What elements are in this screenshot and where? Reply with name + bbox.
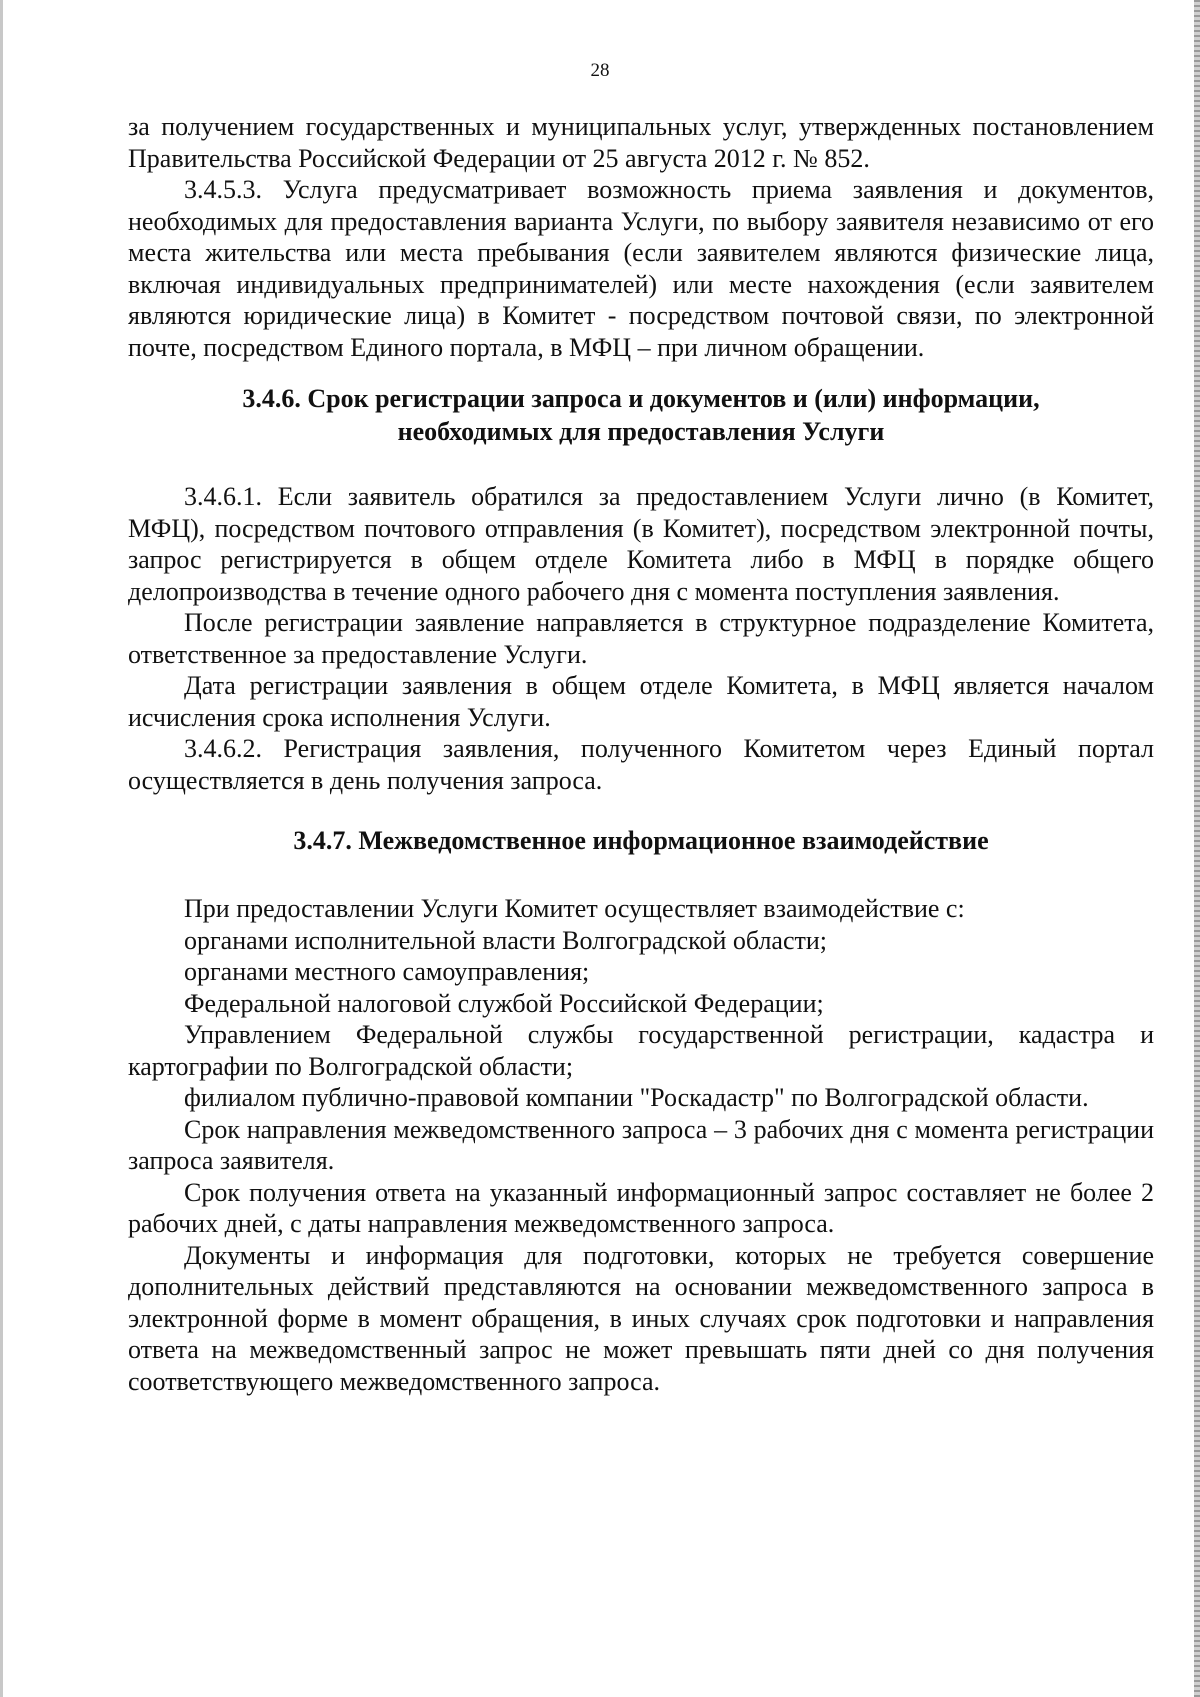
- paragraph-request-deadline: Срок направления межведомственного запроса – 3 рабочих дня с момента регистрации запроса заявителя.: [128, 1114, 1154, 1175]
- interaction-lead-paragraph: При предоставлении Услуги Комитет осуществляет взаимодействие с:: [184, 894, 965, 923]
- scan-edge-right: [1194, 0, 1200, 1697]
- paragraph-3-4-6-1: 3.4.6.1. Если заявитель обратился за предоставлением Услуги лично (в Комитет, МФЦ), посредством почтового отправления (в Комитет), посредством электронной почты, запрос регистрируется в общем отделе Комитета либо в МФЦ в порядке общего делопроизводства в течение одного рабочего дня с момента поступления заявления.: [128, 482, 1154, 606]
- page-number: 28: [590, 60, 610, 81]
- list-item: органами местного самоуправления;: [184, 957, 590, 986]
- list-item: органами исполнительной власти Волгоградской области;: [184, 925, 828, 955]
- scan-edge-left: [0, 0, 3, 1697]
- list-item: Управлением Федеральной службы государственной регистрации, кадастра и картографии по Волгоградской области;: [128, 1020, 1154, 1081]
- section-heading-3-4-6-line1: 3.4.6. Срок регистрации запроса и документов и (или) информации,: [242, 384, 1040, 413]
- paragraph-3-4-6-2: 3.4.6.2. Регистрация заявления, полученного Комитетом через Единый портал осуществляется в день получения запроса.: [128, 734, 1154, 795]
- list-item: Федеральной налоговой службой Российской Федерации;: [184, 988, 824, 1018]
- paragraph-response-deadline: Срок получения ответа на указанный информационный запрос составляет не более 2 рабочих дней, с даты направления межведомственного запроса.: [128, 1177, 1154, 1238]
- section-heading-3-4-6-line2: необходимых для предоставления Услуги: [397, 417, 885, 446]
- paragraph-documents-preparation: Документы и информация для подготовки, которых не требуется совершение дополнительных действий представляются на основании межведомственного запроса в электронной форме в момент обращения, в иных случаях срок подготовки и направления ответа на межведомственный запрос не может превышать пяти дней со дня получения соответствующего межведомственного запроса.: [128, 1240, 1154, 1396]
- intro-paragraph: за получением государственных и муниципальных услуг, утвержденных постановлением Правительства Российской Федерации от 25 августа 2012 г. № 852.: [128, 112, 1154, 173]
- document-body: [128, 111, 1154, 1397]
- paragraph-after-registration: После регистрации заявление направляется в структурное подразделение Комитета, ответственное за предоставление Услуги.: [128, 608, 1154, 669]
- section-heading-3-4-6: [128, 382, 1154, 448]
- paragraph-registration-date: Дата регистрации заявления в общем отделе Комитета, в МФЦ является началом исчисления срока исполнения Услуги.: [128, 671, 1154, 732]
- paragraph-3-4-5-3: 3.4.5.3. Услуга предусматривает возможность приема заявления и документов, необходимых для предоставления варианта Услуги, по выбору заявителя независимо от его места жительства или места пребывания (если заявителем являются физические лица, включая индивидуальных предпринимателей) или месте нахождения (если заявителем являются юридические лица) в Комитет - посредством почтовой связи, по электронной почте, посредством Единого портала, в МФЦ – при личном обращении.: [128, 175, 1154, 362]
- section-heading-3-4-7: 3.4.7. Межведомственное информационное взаимодействие: [293, 826, 989, 855]
- list-item: филиалом публично-правовой компании "Роскадастр" по Волгоградской области.: [184, 1083, 1089, 1112]
